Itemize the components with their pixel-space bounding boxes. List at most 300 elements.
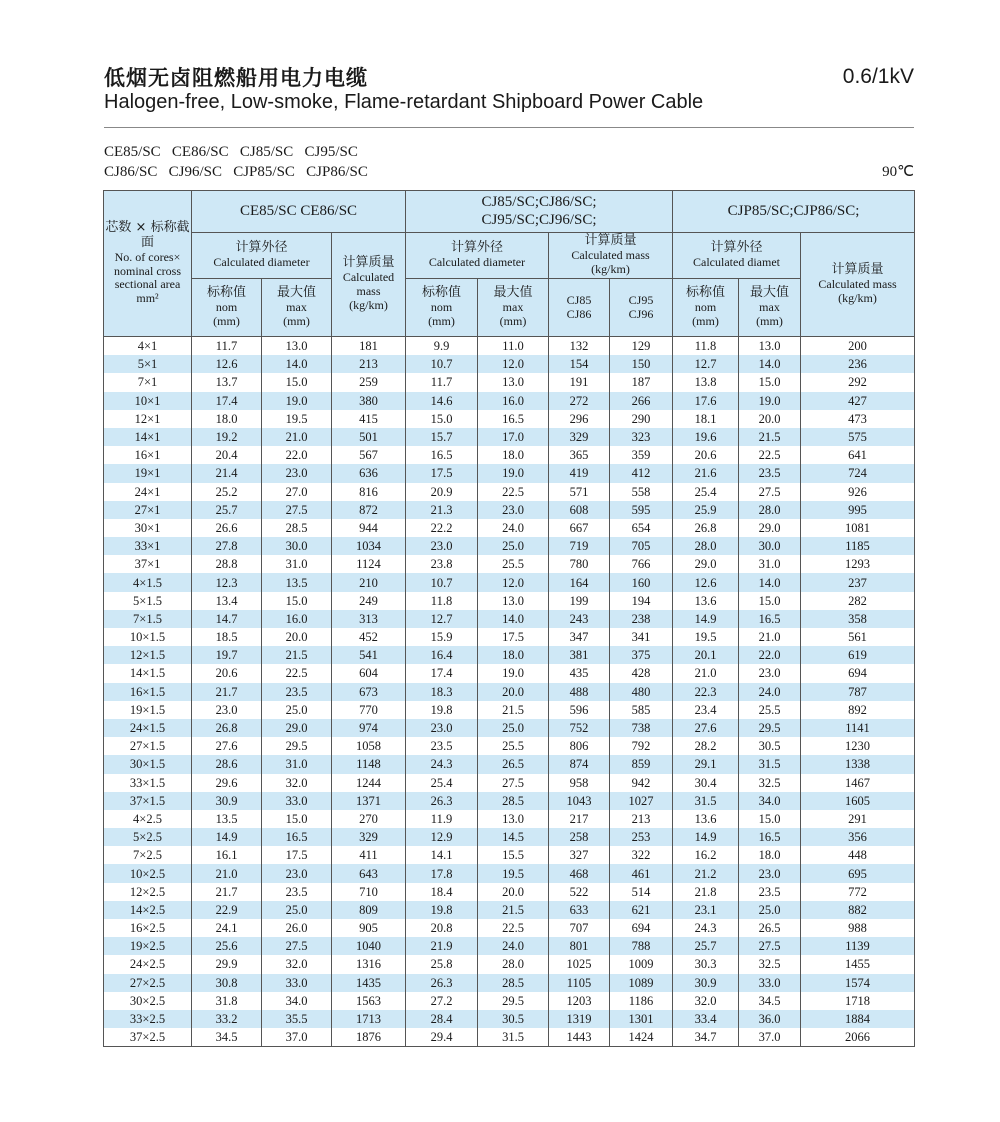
cell-cores-size: 4×2.5 xyxy=(104,810,192,828)
table-row xyxy=(104,755,915,773)
cell-cjp-mass: 291 xyxy=(801,810,915,828)
cell-cjp-max: 13.0 xyxy=(739,337,801,356)
header-group-cj xyxy=(406,191,673,233)
cell-cjp-mass: 772 xyxy=(801,883,915,901)
cell-cj85-mass: 571 xyxy=(549,483,610,501)
table-row xyxy=(104,683,915,701)
table-row xyxy=(104,410,915,428)
cell-ce-nom: 29.9 xyxy=(192,955,262,973)
cell-cores-size: 16×1.5 xyxy=(104,683,192,701)
cell-cj-nom: 27.2 xyxy=(406,992,478,1010)
cell-ce-max: 28.5 xyxy=(262,519,332,537)
mm-unit: (mm) xyxy=(283,313,310,328)
cell-cj85-mass: 435 xyxy=(549,664,610,682)
cell-ce-max: 19.5 xyxy=(262,410,332,428)
cell-ce-nom: 24.1 xyxy=(192,919,262,937)
cell-cjp-nom: 31.5 xyxy=(673,792,739,810)
cell-cj-max: 25.5 xyxy=(478,555,549,573)
cell-cj85-mass: 801 xyxy=(549,937,610,955)
cell-ce-max: 27.5 xyxy=(262,501,332,519)
cell-cjp-mass: 1141 xyxy=(801,719,915,737)
cell-cjp-max: 27.5 xyxy=(739,483,801,501)
cell-cores-size: 33×1 xyxy=(104,537,192,555)
cell-cj-nom: 23.5 xyxy=(406,737,478,755)
table-row xyxy=(104,955,915,973)
cell-ce-nom: 27.8 xyxy=(192,537,262,555)
calc-mass-unit: (kg/km) xyxy=(591,261,630,276)
cell-cjp-nom: 13.6 xyxy=(673,592,739,610)
cell-cj85-mass: 780 xyxy=(549,555,610,573)
cell-cj95-mass: 1089 xyxy=(610,974,673,992)
cell-cj95-mass: 129 xyxy=(610,337,673,356)
header-cores-en1: No. of cores× xyxy=(114,249,181,264)
cell-cjp-mass: 1139 xyxy=(801,937,915,955)
cell-cjp-nom: 28.2 xyxy=(673,737,739,755)
table-row xyxy=(104,337,915,356)
nom-en: nom xyxy=(430,300,453,315)
cell-ce-nom: 25.6 xyxy=(192,937,262,955)
header-calc-mass-2 xyxy=(549,233,673,279)
cell-cj85-mass: 522 xyxy=(549,883,610,901)
cell-cores-size: 5×2.5 xyxy=(104,828,192,846)
cell-ce-max: 16.0 xyxy=(262,610,332,628)
cell-cjp-max: 34.0 xyxy=(739,792,801,810)
cell-ce-mass: 329 xyxy=(332,828,406,846)
cell-cjp-mass: 724 xyxy=(801,464,915,482)
max-cn: 最大值 xyxy=(276,285,316,301)
table-row xyxy=(104,555,915,573)
cell-ce-nom: 25.7 xyxy=(192,501,262,519)
cell-cjp-mass: 1081 xyxy=(801,519,915,537)
cell-ce-mass: 1040 xyxy=(332,937,406,955)
cell-cj95-mass: 253 xyxy=(610,828,673,846)
cell-ce-mass: 541 xyxy=(332,646,406,664)
cell-ce-max: 33.0 xyxy=(262,974,332,992)
cell-cj-nom: 14.6 xyxy=(406,392,478,410)
cell-ce-max: 37.0 xyxy=(262,1028,332,1047)
cell-cj-max: 25.0 xyxy=(478,719,549,737)
cell-cj85-mass: 243 xyxy=(549,610,610,628)
header-calc-diameter-2 xyxy=(406,233,549,279)
cell-cjp-nom: 13.6 xyxy=(673,810,739,828)
cell-cjp-mass: 787 xyxy=(801,683,915,701)
cell-cj95-mass: 323 xyxy=(610,428,673,446)
cell-cj-max: 28.5 xyxy=(478,792,549,810)
cell-cj85-mass: 381 xyxy=(549,646,610,664)
cell-ce-mass: 1563 xyxy=(332,992,406,1010)
table-row xyxy=(104,846,915,864)
cell-cj-nom: 17.4 xyxy=(406,664,478,682)
cell-ce-nom: 28.6 xyxy=(192,755,262,773)
table-row xyxy=(104,1028,915,1047)
cell-cjp-max: 32.5 xyxy=(739,955,801,973)
cell-cores-size: 33×2.5 xyxy=(104,1010,192,1028)
cell-cores-size: 4×1.5 xyxy=(104,573,192,591)
cell-cores-size: 5×1.5 xyxy=(104,592,192,610)
cell-cores-size: 7×1.5 xyxy=(104,610,192,628)
cell-cjp-nom: 29.1 xyxy=(673,755,739,773)
cell-cj95-mass: 359 xyxy=(610,446,673,464)
header-nom-3 xyxy=(673,279,739,337)
cell-cj85-mass: 329 xyxy=(549,428,610,446)
table-row xyxy=(104,701,915,719)
cell-ce-nom: 14.7 xyxy=(192,610,262,628)
cell-ce-max: 23.0 xyxy=(262,864,332,882)
cell-cj-nom: 24.3 xyxy=(406,755,478,773)
cell-cj95-mass: 341 xyxy=(610,628,673,646)
cell-cj95-mass: 428 xyxy=(610,664,673,682)
table-row xyxy=(104,464,915,482)
cell-cjp-nom: 21.6 xyxy=(673,464,739,482)
cell-ce-max: 29.5 xyxy=(262,737,332,755)
cell-cjp-max: 15.0 xyxy=(739,810,801,828)
calc-mass-cn: 计算质量 xyxy=(584,233,637,249)
cell-cj95-mass: 213 xyxy=(610,810,673,828)
cell-cores-size: 30×1 xyxy=(104,519,192,537)
nom-cn: 标称值 xyxy=(206,285,246,301)
cell-cjp-mass: 237 xyxy=(801,573,915,591)
cell-ce-mass: 1058 xyxy=(332,737,406,755)
cell-cjp-max: 23.5 xyxy=(739,883,801,901)
cell-cjp-mass: 427 xyxy=(801,392,915,410)
cell-cj95-mass: 585 xyxy=(610,701,673,719)
cell-ce-mass: 1713 xyxy=(332,1010,406,1028)
table-row xyxy=(104,537,915,555)
cell-ce-max: 27.5 xyxy=(262,937,332,955)
cell-cjp-mass: 926 xyxy=(801,483,915,501)
cell-cjp-mass: 695 xyxy=(801,864,915,882)
calc-diameter-cn: 计算外径 xyxy=(710,240,763,256)
header-group-cj-line1: CJ85/SC;CJ86/SC; xyxy=(481,194,597,211)
cell-cj-nom: 10.7 xyxy=(406,355,478,373)
cell-cjp-max: 30.0 xyxy=(739,537,801,555)
cell-cjp-max: 23.5 xyxy=(739,464,801,482)
mm-unit: (mm) xyxy=(756,313,783,328)
cell-cj-max: 31.5 xyxy=(478,1028,549,1047)
table-row xyxy=(104,810,915,828)
cell-cj85-mass: 164 xyxy=(549,573,610,591)
cell-cj-max: 21.5 xyxy=(478,901,549,919)
cell-ce-nom: 34.5 xyxy=(192,1028,262,1047)
cell-ce-max: 14.0 xyxy=(262,355,332,373)
cell-cj-nom: 15.0 xyxy=(406,410,478,428)
table-row xyxy=(104,919,915,937)
cell-cj85-mass: 217 xyxy=(549,810,610,828)
cell-cj95-mass: 375 xyxy=(610,646,673,664)
cell-cj-nom: 18.3 xyxy=(406,683,478,701)
cell-cjp-nom: 11.8 xyxy=(673,337,739,356)
model-list xyxy=(104,142,368,182)
cell-cjp-nom: 17.6 xyxy=(673,392,739,410)
cell-cj-max: 22.5 xyxy=(478,483,549,501)
cell-cjp-nom: 21.0 xyxy=(673,664,739,682)
cell-cjp-max: 37.0 xyxy=(739,1028,801,1047)
cell-ce-mass: 1316 xyxy=(332,955,406,973)
cell-cj95-mass: 788 xyxy=(610,937,673,955)
calc-mass-unit: (kg/km) xyxy=(838,290,877,305)
cell-ce-nom: 13.7 xyxy=(192,373,262,391)
mm-unit: (mm) xyxy=(428,313,455,328)
cell-cjp-mass: 882 xyxy=(801,901,915,919)
cell-cj-max: 24.0 xyxy=(478,937,549,955)
cj96-label: CJ96 xyxy=(628,306,654,321)
cell-cj95-mass: 1424 xyxy=(610,1028,673,1047)
cell-cjp-nom: 13.8 xyxy=(673,373,739,391)
calc-mass-cn: 计算质量 xyxy=(831,262,884,278)
cell-cores-size: 24×1 xyxy=(104,483,192,501)
table-row xyxy=(104,901,915,919)
cell-cjp-nom: 30.4 xyxy=(673,774,739,792)
cell-ce-mass: 1148 xyxy=(332,755,406,773)
cell-cjp-mass: 641 xyxy=(801,446,915,464)
cell-ce-mass: 210 xyxy=(332,573,406,591)
cell-cores-size: 37×2.5 xyxy=(104,1028,192,1047)
cell-cores-size: 7×2.5 xyxy=(104,846,192,864)
cell-ce-max: 33.0 xyxy=(262,792,332,810)
table-row xyxy=(104,864,915,882)
cell-ce-max: 13.5 xyxy=(262,573,332,591)
cell-cj85-mass: 327 xyxy=(549,846,610,864)
cell-cj-nom: 10.7 xyxy=(406,573,478,591)
cell-cj85-mass: 667 xyxy=(549,519,610,537)
cell-cj85-mass: 707 xyxy=(549,919,610,937)
cell-ce-nom: 20.6 xyxy=(192,664,262,682)
cell-ce-max: 17.5 xyxy=(262,846,332,864)
cell-cjp-mass: 1605 xyxy=(801,792,915,810)
cell-cj85-mass: 154 xyxy=(549,355,610,373)
cj86-label: CJ86 xyxy=(566,306,592,321)
cell-ce-nom: 30.9 xyxy=(192,792,262,810)
table-row xyxy=(104,992,915,1010)
max-cn: 最大值 xyxy=(493,285,533,301)
cell-cj-max: 13.0 xyxy=(478,373,549,391)
cell-cjp-mass: 1338 xyxy=(801,755,915,773)
cell-cjp-nom: 25.4 xyxy=(673,483,739,501)
cell-cj-max: 22.5 xyxy=(478,919,549,937)
cell-ce-max: 22.5 xyxy=(262,664,332,682)
calc-mass-en-full: Calculated mass xyxy=(571,248,650,263)
cell-cores-size: 19×1.5 xyxy=(104,701,192,719)
max-en: max xyxy=(759,300,780,315)
cell-ce-max: 13.0 xyxy=(262,337,332,356)
cell-ce-max: 29.0 xyxy=(262,719,332,737)
cell-cjp-nom: 28.0 xyxy=(673,537,739,555)
calc-diameter-en: Calculated diamet xyxy=(693,255,780,270)
cell-cjp-nom: 12.6 xyxy=(673,573,739,591)
cell-cjp-mass: 292 xyxy=(801,373,915,391)
cell-cjp-mass: 236 xyxy=(801,355,915,373)
cell-ce-nom: 18.5 xyxy=(192,628,262,646)
nom-en: nom xyxy=(215,300,238,315)
cell-ce-mass: 974 xyxy=(332,719,406,737)
header-calc-mass-3 xyxy=(801,233,915,337)
cell-cores-size: 30×1.5 xyxy=(104,755,192,773)
table-row xyxy=(104,974,915,992)
cell-cj-nom: 14.1 xyxy=(406,846,478,864)
table-row xyxy=(104,483,915,501)
cell-cj-nom: 25.4 xyxy=(406,774,478,792)
cell-ce-max: 31.0 xyxy=(262,755,332,773)
cell-cjp-max: 15.0 xyxy=(739,373,801,391)
table-row xyxy=(104,392,915,410)
calc-diameter-en: Calculated diameter xyxy=(428,255,526,270)
table-row xyxy=(104,646,915,664)
nom-cn: 标称值 xyxy=(685,285,725,301)
cell-cjp-mass: 995 xyxy=(801,501,915,519)
cell-cj95-mass: 1186 xyxy=(610,992,673,1010)
calc-mass-cn: 计算质量 xyxy=(342,255,395,271)
cell-cj-max: 24.0 xyxy=(478,519,549,537)
cell-ce-max: 25.0 xyxy=(262,701,332,719)
cell-ce-mass: 259 xyxy=(332,373,406,391)
cell-cj-nom: 21.3 xyxy=(406,501,478,519)
cell-ce-max: 27.0 xyxy=(262,483,332,501)
cell-ce-nom: 13.4 xyxy=(192,592,262,610)
cell-cjp-nom: 30.9 xyxy=(673,974,739,992)
cell-cj-max: 19.0 xyxy=(478,464,549,482)
cell-cjp-max: 32.5 xyxy=(739,774,801,792)
cell-cjp-max: 21.0 xyxy=(739,628,801,646)
cell-cj-max: 14.5 xyxy=(478,828,549,846)
cell-cj-nom: 15.7 xyxy=(406,428,478,446)
cell-cj95-mass: 1009 xyxy=(610,955,673,973)
cell-cj-max: 27.5 xyxy=(478,774,549,792)
cell-cj-nom: 18.4 xyxy=(406,883,478,901)
cell-cj95-mass: 238 xyxy=(610,610,673,628)
cell-cjp-max: 14.0 xyxy=(739,573,801,591)
cell-ce-max: 30.0 xyxy=(262,537,332,555)
table-row xyxy=(104,446,915,464)
cell-cj95-mass: 1301 xyxy=(610,1010,673,1028)
header-cores-en2: nominal cross xyxy=(114,263,181,278)
cell-cores-size: 19×2.5 xyxy=(104,937,192,955)
cell-ce-mass: 1876 xyxy=(332,1028,406,1047)
cell-ce-nom: 29.6 xyxy=(192,774,262,792)
cell-cj85-mass: 1443 xyxy=(549,1028,610,1047)
cell-cores-size: 4×1 xyxy=(104,337,192,356)
cell-ce-max: 22.0 xyxy=(262,446,332,464)
cell-cj-nom: 11.7 xyxy=(406,373,478,391)
cell-cjp-max: 33.0 xyxy=(739,974,801,992)
cell-cj85-mass: 272 xyxy=(549,392,610,410)
cell-cjp-mass: 358 xyxy=(801,610,915,628)
cell-cj-nom: 29.4 xyxy=(406,1028,478,1047)
cell-ce-nom: 20.4 xyxy=(192,446,262,464)
cell-cjp-nom: 23.4 xyxy=(673,701,739,719)
cell-cj95-mass: 654 xyxy=(610,519,673,537)
cell-cj-nom: 12.7 xyxy=(406,610,478,628)
cell-cj-nom: 15.9 xyxy=(406,628,478,646)
cell-cjp-max: 36.0 xyxy=(739,1010,801,1028)
header-max-3 xyxy=(739,279,801,337)
cell-cj95-mass: 792 xyxy=(610,737,673,755)
cell-cjp-mass: 575 xyxy=(801,428,915,446)
cell-cj-nom: 22.2 xyxy=(406,519,478,537)
cell-ce-mass: 501 xyxy=(332,428,406,446)
header-calc-diameter-3 xyxy=(673,233,801,279)
cell-cjp-max: 16.5 xyxy=(739,828,801,846)
cell-cores-size: 33×1.5 xyxy=(104,774,192,792)
header-cores-cn: 芯数 × 标称截面 xyxy=(105,219,190,250)
header-cj85-cj86 xyxy=(549,279,610,337)
cell-cj-max: 18.0 xyxy=(478,446,549,464)
calc-mass-en2: mass xyxy=(356,284,381,299)
cell-cj95-mass: 705 xyxy=(610,537,673,555)
table-row xyxy=(104,1010,915,1028)
cell-cjp-nom: 24.3 xyxy=(673,919,739,937)
cell-cj-nom: 26.3 xyxy=(406,792,478,810)
cell-ce-nom: 21.7 xyxy=(192,683,262,701)
cell-cj95-mass: 266 xyxy=(610,392,673,410)
cell-cores-size: 37×1 xyxy=(104,555,192,573)
cell-ce-mass: 1124 xyxy=(332,555,406,573)
cell-cj-nom: 21.9 xyxy=(406,937,478,955)
header-divider xyxy=(104,127,914,128)
cell-cj-max: 12.0 xyxy=(478,573,549,591)
table-row xyxy=(104,937,915,955)
cell-cj-nom: 28.4 xyxy=(406,1010,478,1028)
cell-cj-nom: 12.9 xyxy=(406,828,478,846)
cell-ce-max: 25.0 xyxy=(262,901,332,919)
cell-cjp-max: 14.0 xyxy=(739,355,801,373)
cell-cj-nom: 23.0 xyxy=(406,537,478,555)
table-row xyxy=(104,628,915,646)
cell-cj95-mass: 461 xyxy=(610,864,673,882)
cell-cj95-mass: 738 xyxy=(610,719,673,737)
cell-ce-mass: 380 xyxy=(332,392,406,410)
cell-ce-nom: 21.7 xyxy=(192,883,262,901)
cell-cj85-mass: 468 xyxy=(549,864,610,882)
cell-cjp-mass: 892 xyxy=(801,701,915,719)
cell-cjp-mass: 1293 xyxy=(801,555,915,573)
table-row xyxy=(104,828,915,846)
cell-ce-max: 21.0 xyxy=(262,428,332,446)
cell-cj85-mass: 958 xyxy=(549,774,610,792)
cell-ce-mass: 809 xyxy=(332,901,406,919)
cell-ce-nom: 26.6 xyxy=(192,519,262,537)
cell-cores-size: 14×1.5 xyxy=(104,664,192,682)
cell-ce-nom: 12.6 xyxy=(192,355,262,373)
cell-cj-nom: 19.8 xyxy=(406,901,478,919)
cell-cj-max: 20.0 xyxy=(478,883,549,901)
cell-ce-nom: 17.4 xyxy=(192,392,262,410)
cell-cj-nom: 17.5 xyxy=(406,464,478,482)
cell-ce-max: 23.5 xyxy=(262,683,332,701)
cell-cjp-max: 34.5 xyxy=(739,992,801,1010)
cell-cj95-mass: 942 xyxy=(610,774,673,792)
cell-ce-max: 19.0 xyxy=(262,392,332,410)
cell-cj85-mass: 191 xyxy=(549,373,610,391)
cell-ce-mass: 313 xyxy=(332,610,406,628)
cell-cjp-max: 26.5 xyxy=(739,919,801,937)
cell-cores-size: 24×2.5 xyxy=(104,955,192,973)
cell-cjp-max: 31.0 xyxy=(739,555,801,573)
cell-cjp-max: 18.0 xyxy=(739,846,801,864)
cell-cj-max: 29.5 xyxy=(478,992,549,1010)
header-calc-diameter-1 xyxy=(192,233,332,279)
cell-cjp-mass: 356 xyxy=(801,828,915,846)
cell-ce-max: 32.0 xyxy=(262,774,332,792)
cell-ce-nom: 22.9 xyxy=(192,901,262,919)
cell-cj-nom: 11.8 xyxy=(406,592,478,610)
cell-cores-size: 14×1 xyxy=(104,428,192,446)
cell-cores-size: 19×1 xyxy=(104,464,192,482)
cell-cj95-mass: 859 xyxy=(610,755,673,773)
cell-cjp-mass: 282 xyxy=(801,592,915,610)
cell-cores-size: 27×1 xyxy=(104,501,192,519)
cell-ce-mass: 770 xyxy=(332,701,406,719)
cell-cj-nom: 17.8 xyxy=(406,864,478,882)
